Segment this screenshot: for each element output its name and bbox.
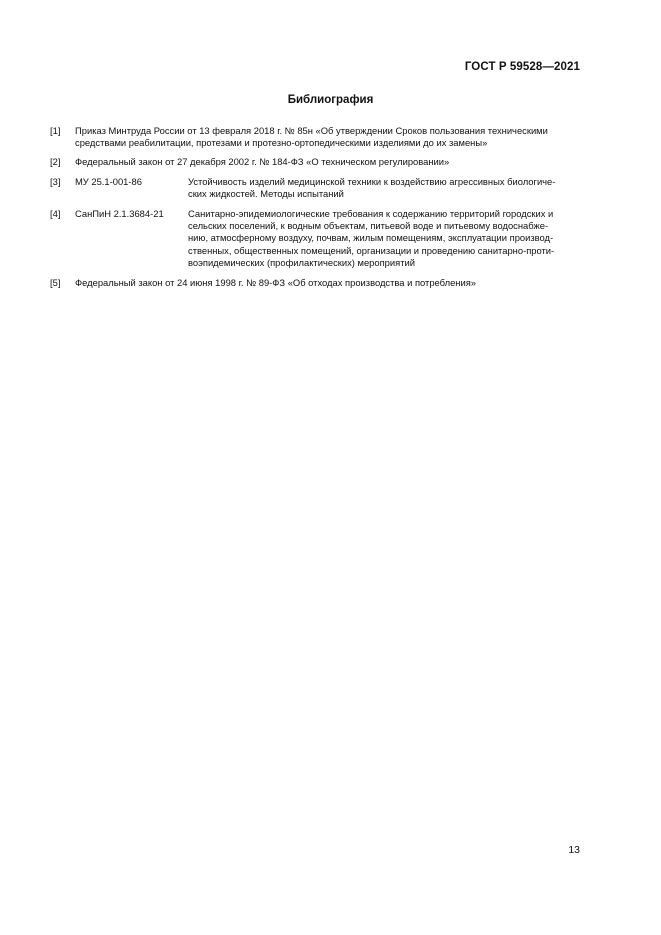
entry-text-line: сельских поселений, к водным объектам, питьевой воде и питьевому водоснабже-	[188, 220, 549, 232]
entry-text	[75, 277, 586, 289]
document-id-header: ГОСТ Р 59528—2021	[464, 61, 580, 73]
entry-number: [3]	[50, 176, 61, 187]
entry-number: [5]	[50, 277, 61, 288]
entry-text	[75, 125, 586, 149]
entry-text	[188, 176, 586, 200]
entry-text	[188, 208, 586, 269]
entry-text-line: Приказ Минтруда России от 13 февраля 2018 г. № 85н «Об утверждении Сроков пользования техническими	[75, 125, 548, 136]
entry-text-line: Санитарно-эпидемиологические требования к содержанию территорий городских и	[188, 208, 554, 219]
entry-text-line: Устойчивость изделий медицинской техники к воздействию агрессивных биологиче-	[188, 176, 556, 187]
entry-text-line: Федеральный закон от 27 декабря 2002 г. № 184-ФЗ «О техническом регулировании»	[75, 156, 450, 167]
entry-number: [4]	[50, 208, 61, 219]
entry-code: МУ 25.1-001-86	[75, 176, 142, 187]
entry-number: [1]	[50, 125, 61, 136]
entry-text-line: нию, атмосферному воздуху, почвам, жилым помещениям, эксплуатации производ-	[188, 232, 554, 244]
entry-text-line: воэпидемических (профилактических) мероприятий	[188, 256, 415, 268]
bibliography-title: Библиография	[287, 94, 374, 106]
entry-text-line: средствами реабилитации, протезами и протезно-ортопедическими изделиями до их замены»	[75, 137, 488, 149]
entry-code: СанПиН 2.1.3684-21	[75, 208, 164, 219]
entry-number: [2]	[50, 156, 61, 167]
entry-text-line: ских жидкостей. Методы испытаний	[188, 188, 344, 200]
entry-text	[75, 156, 586, 168]
entry-text-line: Федеральный закон от 24 июня 1998 г. № 89-ФЗ «Об отходах производства и потребления»	[75, 277, 476, 288]
page-number: 13	[568, 844, 580, 856]
entry-text-line: ственных, общественных помещений, организации и проведению санитарно-проти-	[188, 244, 555, 256]
